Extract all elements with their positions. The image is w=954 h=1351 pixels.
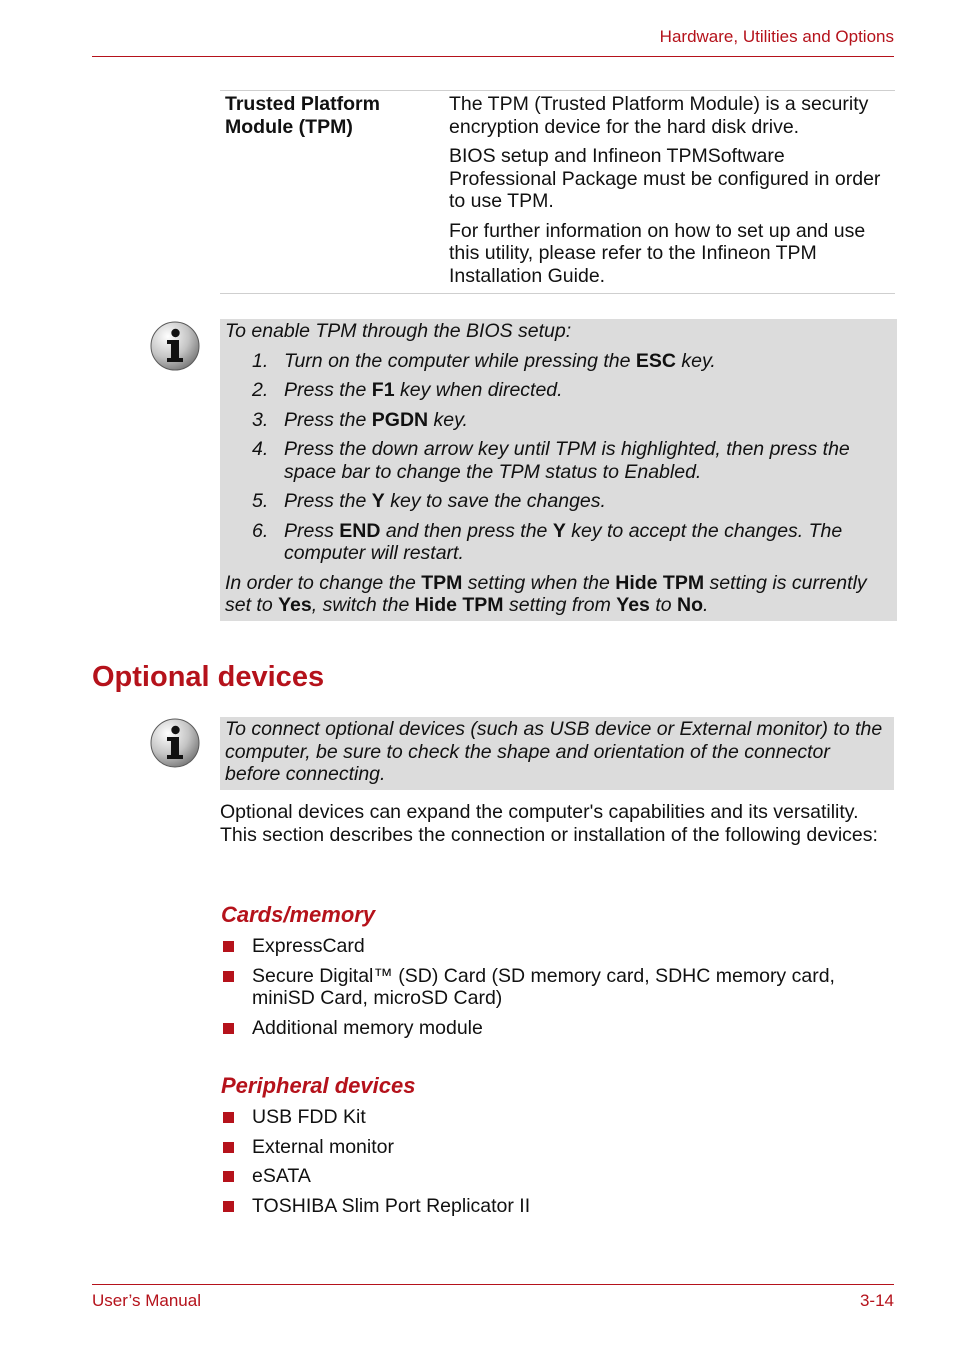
- text-run: to: [649, 594, 678, 616]
- bold-term: Hide TPM: [615, 571, 705, 594]
- step-number: 1.: [252, 349, 269, 372]
- text-run: key.: [676, 349, 716, 372]
- list-item: ExpressCard: [220, 935, 900, 958]
- tpm-paragraph: The TPM (Trusted Platform Module) is a security encryption device for the hard disk drive.: [449, 93, 869, 138]
- tpm-steps-list: [225, 350, 891, 565]
- text-run: key when directed.: [394, 379, 563, 401]
- step-number: 3.: [252, 408, 269, 431]
- tpm-step: [225, 438, 891, 483]
- bold-term: Yes: [278, 594, 312, 616]
- tpm-step: [225, 379, 891, 402]
- bold-term: END: [339, 519, 381, 542]
- tpm-description: [449, 93, 887, 287]
- list-item: Secure Digital™ (SD) Card (SD memory card, SDHC memory card, miniSD Card, microSD Card): [220, 965, 900, 1010]
- tpm-step: [225, 520, 891, 565]
- subheading-cards-memory: Cards/memory: [221, 902, 376, 927]
- optional-note-text: To connect optional devices (such as USB device or External monitor) to the computer, be sure to check the shape and orientation of the connector before connecting.: [225, 718, 883, 785]
- step-number: 6.: [252, 519, 269, 542]
- tpm-paragraph: For further information on how to set up and use this utility, please refer to the Infineon TPM Installation Guide.: [449, 219, 866, 287]
- list-item: USB FDD Kit: [220, 1106, 900, 1129]
- list-item: External monitor: [220, 1136, 900, 1159]
- text-run: setting when the: [462, 571, 616, 594]
- list-item: Additional memory module: [220, 1017, 900, 1040]
- step-number: 2.: [252, 379, 269, 401]
- bold-term: PGDN: [371, 408, 429, 431]
- text-run: Press: [284, 519, 340, 542]
- tpm-step: [225, 350, 891, 373]
- optional-devices-note: [220, 717, 894, 790]
- peripheral-devices-list: [220, 1106, 900, 1224]
- info-icon: [150, 321, 200, 371]
- bold-term: Hide TPM: [414, 594, 504, 616]
- text-run: and then press the: [380, 519, 553, 542]
- text-run: Turn on the computer while pressing the: [284, 349, 636, 372]
- text-run: Press the: [284, 490, 372, 512]
- bullet-square-icon: [223, 1142, 234, 1153]
- tpm-note: [220, 319, 897, 621]
- text-run: , switch the: [311, 594, 415, 616]
- text-run: key to save the changes.: [384, 490, 606, 512]
- step-number: 5.: [252, 490, 269, 512]
- section-heading-optional-devices: Optional devices: [92, 661, 325, 693]
- tpm-definition-table: [220, 90, 895, 294]
- tpm-note-closing: [225, 572, 891, 617]
- bold-term: No: [677, 594, 704, 616]
- subheading-peripheral-devices: Peripheral devices: [221, 1073, 416, 1098]
- tpm-paragraph: BIOS setup and Infineon TPMSoftware Professional Package must be configured in order to use TPM.: [449, 145, 881, 212]
- header-rule: [92, 56, 894, 57]
- step-number: 4.: [252, 438, 269, 460]
- text-run: In order to change the: [225, 571, 422, 594]
- optional-devices-intro: Optional devices can expand the computer's capabilities and its versatility. This section describes the connection or installation of the following devices:: [220, 801, 878, 846]
- bold-term: F1: [371, 379, 395, 401]
- text-run: key.: [428, 408, 468, 431]
- bullet-square-icon: [223, 1201, 234, 1212]
- bold-term: ESC: [635, 349, 677, 372]
- info-icon: [150, 718, 200, 768]
- tpm-note-intro: To enable TPM through the BIOS setup:: [225, 320, 572, 342]
- tpm-step: [225, 409, 891, 432]
- text-run: Press the: [284, 379, 372, 401]
- footer-rule: [92, 1284, 894, 1285]
- text-run: .: [703, 594, 709, 616]
- bold-term: TPM: [421, 571, 463, 594]
- bullet-square-icon: [223, 1112, 234, 1123]
- text-run: Press the down arrow key until TPM is highlighted, then press the space bar to change the TPM status to Enabled.: [284, 438, 850, 483]
- bold-term: Y: [552, 519, 566, 542]
- tpm-term: Trusted Platform Module (TPM): [225, 93, 380, 138]
- text-run: setting is currently set to: [225, 571, 867, 616]
- bold-term: Yes: [616, 594, 650, 616]
- cards-memory-list: [220, 935, 900, 1046]
- bold-term: Y: [371, 490, 385, 512]
- bullet-square-icon: [223, 941, 234, 952]
- running-header: Hardware, Utilities and Options: [659, 27, 894, 46]
- text-run: key to accept the changes. The computer will restart.: [284, 519, 843, 564]
- bullet-square-icon: [223, 971, 234, 982]
- bullet-square-icon: [223, 1171, 234, 1182]
- list-item: TOSHIBA Slim Port Replicator II: [220, 1195, 900, 1218]
- tpm-step: [225, 490, 891, 513]
- list-item: eSATA: [220, 1165, 900, 1188]
- page-number: 3-14: [859, 1291, 894, 1310]
- footer-manual-title: User’s Manual: [92, 1291, 201, 1310]
- text-run: Press the: [284, 408, 372, 431]
- text-run: setting from: [503, 594, 617, 616]
- bullet-square-icon: [223, 1023, 234, 1034]
